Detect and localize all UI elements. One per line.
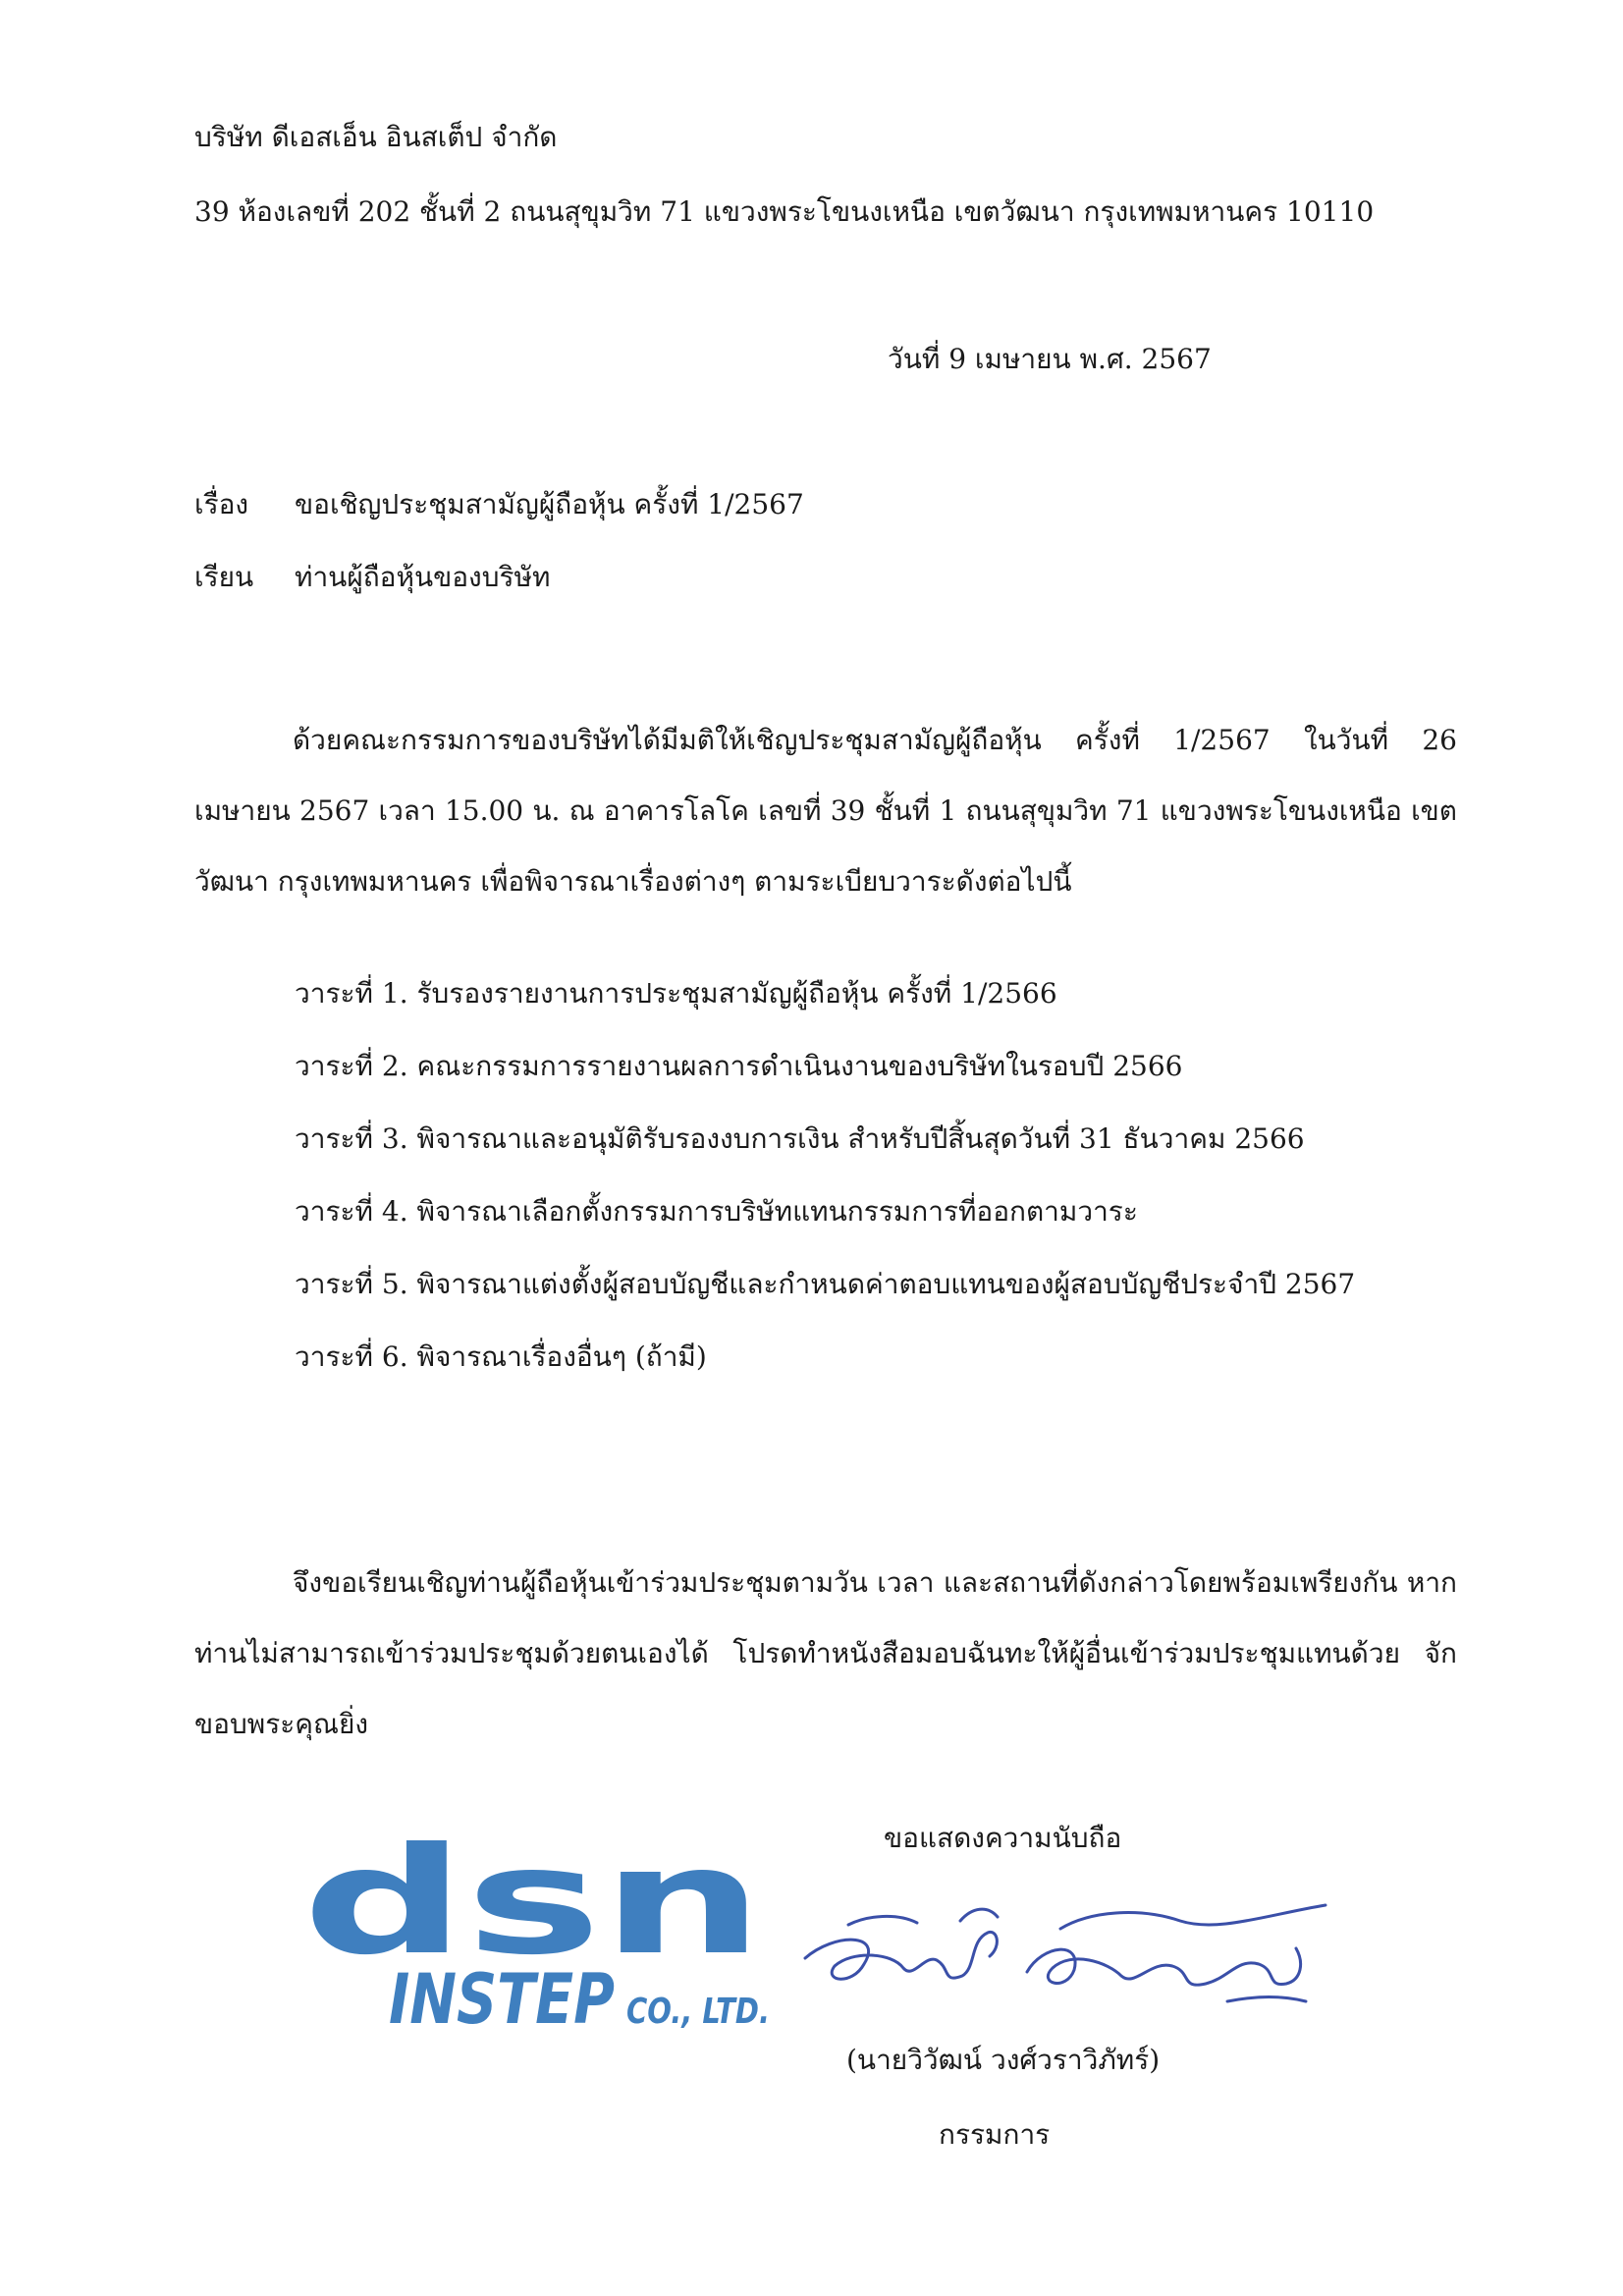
recipient-label: เรียน bbox=[194, 561, 254, 593]
intro-paragraph: ด้วยคณะกรรมการของบริษัทได้มีมติให้เชิญประชุมสามัญผู้ถือหุ้น ครั้งที่ 1/2567 ในวันที่ 26 เมษายน 2567 เวลา 15.00 น. ณ อาคารโลโค เลขที่ 39 ชั้นที่ 1 ถนนสุขุมวิท 71 แขวงพระโขนงเหนือ เขตวัฒนา กรุงเทพมหานคร เพื่อพิจารณาเรื่องต่างๆ ตามระเบียบวาระดังต่อไปนี้ bbox=[194, 724, 1457, 898]
agenda-item: วาระที่ 5. พิจารณาแต่งตั้งผู้สอบบัญชีและกำหนดค่าตอบแทนของผู้สอบบัญชีประจำปี 2567 bbox=[295, 1268, 1356, 1300]
agenda-item: วาระที่ 1. รับรองรายงานการประชุมสามัญผู้ถือหุ้น ครั้งที่ 1/2566 bbox=[295, 977, 1057, 1010]
letter-date: วันที่ 9 เมษายน พ.ศ. 2567 bbox=[888, 343, 1212, 375]
agenda-item: วาระที่ 6. พิจารณาเรื่องอื่นๆ (ถ้ามี) bbox=[295, 1340, 707, 1373]
subject-label: เรื่อง bbox=[194, 488, 249, 520]
regards-text: ขอแสดงความนับถือ bbox=[884, 1822, 1122, 1854]
stamp-brand-text: INSTEP bbox=[389, 1959, 615, 2040]
agenda-item: วาระที่ 4. พิจารณาเลือกตั้งกรรมการบริษัทแทนกรรมการที่ออกตามวาระ bbox=[295, 1195, 1138, 1228]
signatory-name: (นายวิวัฒน์ วงศ์วราวิภัทร์) bbox=[846, 2044, 1161, 2076]
company-stamp-logo bbox=[295, 1817, 776, 2062]
stamp-logo-mark: dsn bbox=[302, 1817, 764, 1988]
agenda-item: วาระที่ 2. คณะกรรมการรายงานผลการดำเนินงานของบริษัทในรอบปี 2566 bbox=[295, 1050, 1183, 1082]
company-address: 39 ห้องเลขที่ 202 ชั้นที่ 2 ถนนสุขุมวิท 71 แขวงพระโขนงเหนือ เขตวัฒนา กรุงเทพมหานคร 10110 bbox=[194, 195, 1375, 228]
agenda-item: วาระที่ 3. พิจารณาและอนุมัติรับรองงบการเงิน สำหรับปีสิ้นสุดวันที่ 31 ธันวาคม 2566 bbox=[295, 1122, 1305, 1155]
company-name: บริษัท ดีเอสเอ็น อินสเต็ป จำกัด bbox=[194, 121, 558, 153]
signature-strokes bbox=[805, 1905, 1325, 2001]
subject-text: ขอเชิญประชุมสามัญผู้ถือหุ้น ครั้งที่ 1/2567 bbox=[295, 488, 804, 520]
handwritten-signature bbox=[795, 1886, 1345, 2023]
recipient-text: ท่านผู้ถือหุ้นของบริษัท bbox=[295, 561, 551, 593]
stamp-suffix-text: CO., LTD. bbox=[626, 1992, 770, 2032]
signatory-title: กรรมการ bbox=[939, 2118, 1051, 2151]
closing-paragraph: จึงขอเรียนเชิญท่านผู้ถือหุ้นเข้าร่วมประชุมตามวัน เวลา และสถานที่ดังกล่าวโดยพร้อมเพรียงกัน หากท่านไม่สามารถเข้าร่วมประชุมด้วยตนเองได้ โปรดทำหนังสือมอบฉันทะให้ผู้อื่นเข้าร่วมประชุมแทนด้วย จักขอบพระคุณยิ่ง bbox=[194, 1566, 1457, 1740]
